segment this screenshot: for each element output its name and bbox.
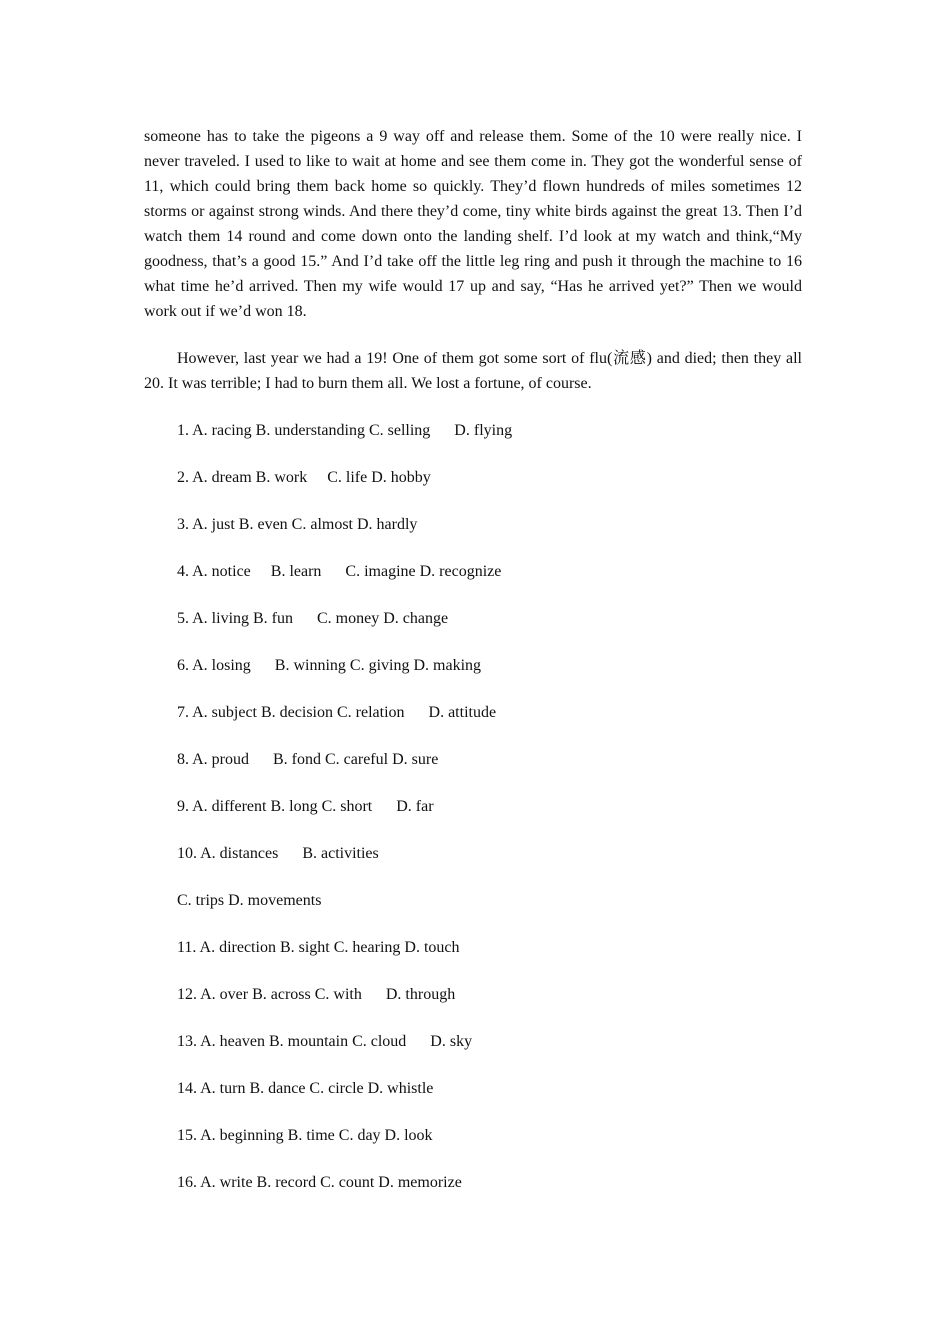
question-option-12: 12. A. over B. across C. with D. through [177, 986, 456, 1003]
question-option-5: 5. A. living B. fun C. money D. change [177, 610, 449, 627]
passage-paragraph-2: However, last year we had a 19! One of them got some sort of flu(流感) and died; then they all 20. It was terrible; I had to burn them all. We lost a fortune, of course. [144, 350, 802, 392]
question-option-15: 15. A. beginning B. time C. day D. look [177, 1127, 433, 1144]
question-option-6: 6. A. losing B. winning C. giving D. making [177, 657, 482, 674]
question-option-16: 16. A. write B. record C. count D. memorize [177, 1174, 462, 1191]
question-option-10: 10. A. distances B. activities [177, 845, 379, 862]
question-option-14: 14. A. turn B. dance C. circle D. whistle [177, 1080, 434, 1097]
question-option-4: 4. A. notice B. learn C. imagine D. recognize [177, 563, 502, 580]
document-page [144, 124, 802, 1195]
question-option-10-continued: C. trips D. movements [177, 892, 322, 909]
question-option-13: 13. A. heaven B. mountain C. cloud D. sky [177, 1033, 473, 1050]
passage-paragraph-1: someone has to take the pigeons a 9 way off and release them. Some of the 10 were really nice. I never traveled. I used to like to wait at home and see them come in. They got the wonderful sense of 11, which could bring them back home so quickly. They’d flown hundreds of miles sometimes 12 storms or against strong winds. And there they’d come, tiny white birds against the great 13. Then I’d watch them 14 round and come down onto the landing shelf. I’d look at my watch and think,“My goodness, that’s a good 15.” And I’d take off the little leg ring and push it through the machine to 16 what time he’d arrived. Then my wife would 17 up and say, “Has he arrived yet?” Then we would work out if we’d won 18. [144, 128, 802, 320]
question-option-1: 1. A. racing B. understanding C. selling D. flying [177, 422, 513, 439]
question-option-9: 9. A. different B. long C. short D. far [177, 798, 434, 815]
answer-options-list [144, 418, 802, 1195]
question-option-3: 3. A. just B. even C. almost D. hardly [177, 516, 418, 533]
question-option-2: 2. A. dream B. work C. life D. hobby [177, 469, 431, 486]
question-option-8: 8. A. proud B. fond C. careful D. sure [177, 751, 439, 768]
question-option-11: 11. A. direction B. sight C. hearing D. touch [177, 939, 460, 956]
question-option-7: 7. A. subject B. decision C. relation D. attitude [177, 704, 497, 721]
